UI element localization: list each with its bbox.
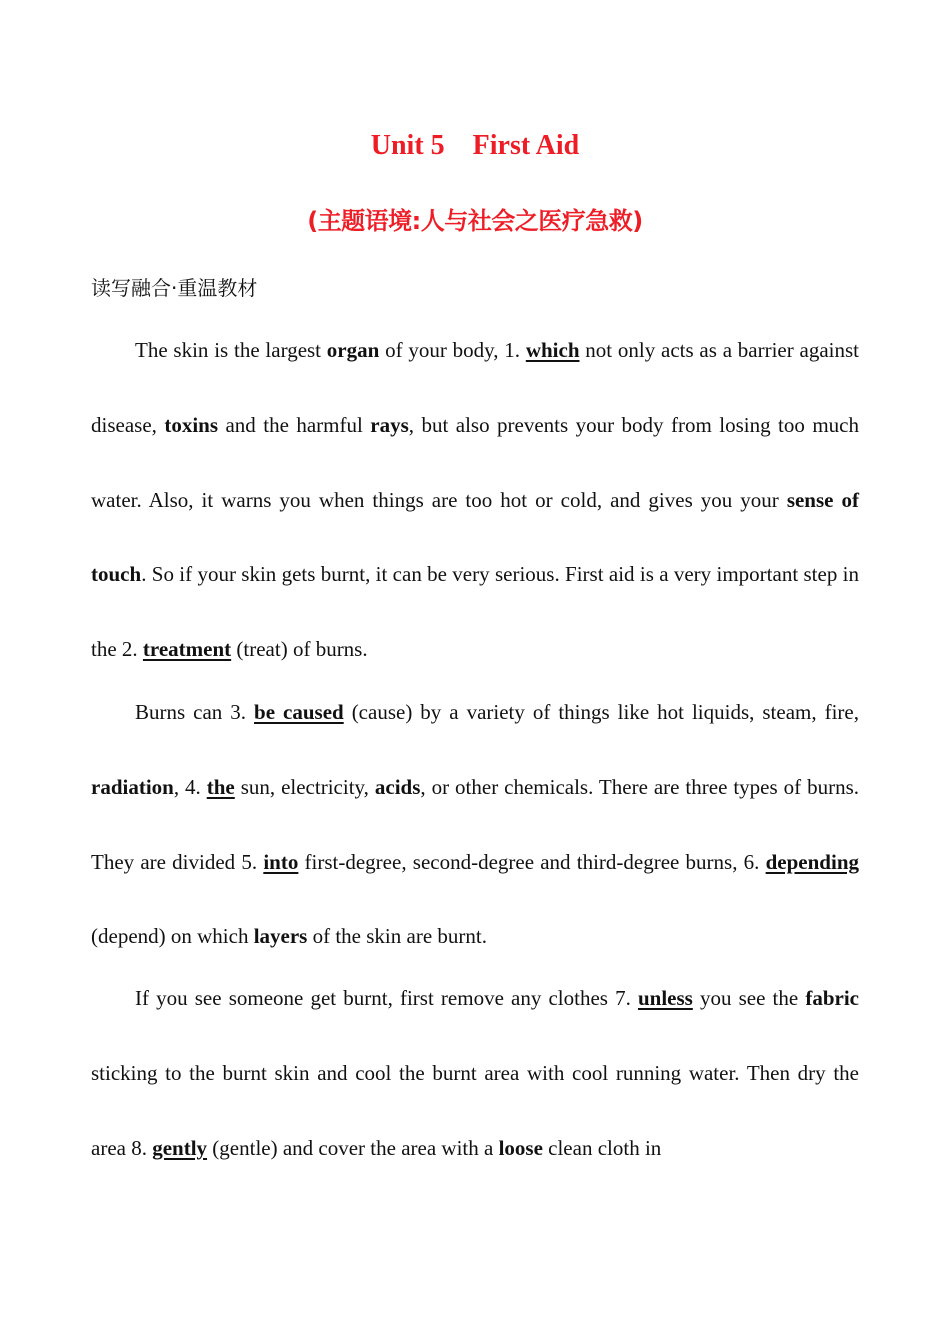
page-subtitle: (主题语境:人与社会之医疗急救)	[307, 207, 643, 235]
answer-8: gently	[152, 1135, 208, 1160]
answer-6: depending	[765, 849, 859, 874]
text-run: of your body, 1.	[379, 338, 526, 362]
section-label: 读写融合·重温教材	[91, 276, 258, 300]
answer-3: be caused	[254, 700, 344, 724]
text-run: (gentle) and cover the area with a	[207, 1135, 499, 1160]
keyword-layers: layers	[253, 924, 308, 949]
answer-4: the	[206, 774, 235, 799]
text-run: you see the	[692, 986, 806, 1010]
keyword-rays: rays	[370, 412, 409, 437]
answer-2: treatment	[142, 637, 232, 662]
passage-paragraph-1	[91, 313, 859, 687]
keyword-organ: organ	[326, 338, 380, 362]
answer-5: into	[263, 849, 299, 874]
keyword-acids: acids	[374, 774, 421, 799]
text-run: sticking to the burnt skin and cool the burnt area with cool running water. Then dry the area 8.	[91, 1060, 859, 1160]
keyword-sense-of-touch: sense of touch	[91, 487, 859, 587]
text-run: (treat) of burns.	[231, 637, 368, 662]
text-run: clean cloth in	[542, 1135, 662, 1160]
keyword-toxins: toxins	[164, 412, 219, 437]
text-run: (depend) on which	[91, 924, 254, 949]
text-run: , but also prevents your body from losing too much water. Also, it warns you when things are too hot or cold, and gives you your	[91, 412, 859, 512]
text-run: (cause) by a variety of things like hot liquids, steam, fire,	[343, 700, 859, 724]
text-run: , or other chemicals. There are three types of burns. They are divided 5.	[91, 774, 859, 874]
text-run: sun, electricity,	[234, 774, 375, 799]
keyword-loose: loose	[498, 1135, 543, 1160]
keyword-radiation: radiation	[91, 774, 174, 799]
answer-1: which	[525, 338, 580, 362]
text-run: The skin is the largest	[135, 338, 327, 362]
text-run: , 4.	[173, 774, 207, 799]
passage-paragraph-3	[91, 961, 859, 1185]
text-run: Burns can 3.	[135, 700, 255, 724]
page-title: Unit 5 First Aid	[370, 130, 580, 161]
text-run: and the harmful	[218, 412, 371, 437]
passage-paragraph-2	[91, 675, 859, 974]
text-run: first-degree, second-degree and third-degree burns, 6.	[298, 849, 766, 874]
text-run: . So if your skin gets burnt, it can be very serious. First aid is a very important step in the 2.	[91, 562, 859, 662]
keyword-fabric: fabric	[805, 986, 859, 1010]
text-run: If you see someone get burnt, first remove any clothes 7.	[135, 986, 638, 1010]
text-run: of the skin are burnt.	[307, 924, 487, 949]
answer-7: unless	[637, 986, 693, 1010]
text-run: not only acts as a barrier against disease,	[91, 338, 860, 437]
